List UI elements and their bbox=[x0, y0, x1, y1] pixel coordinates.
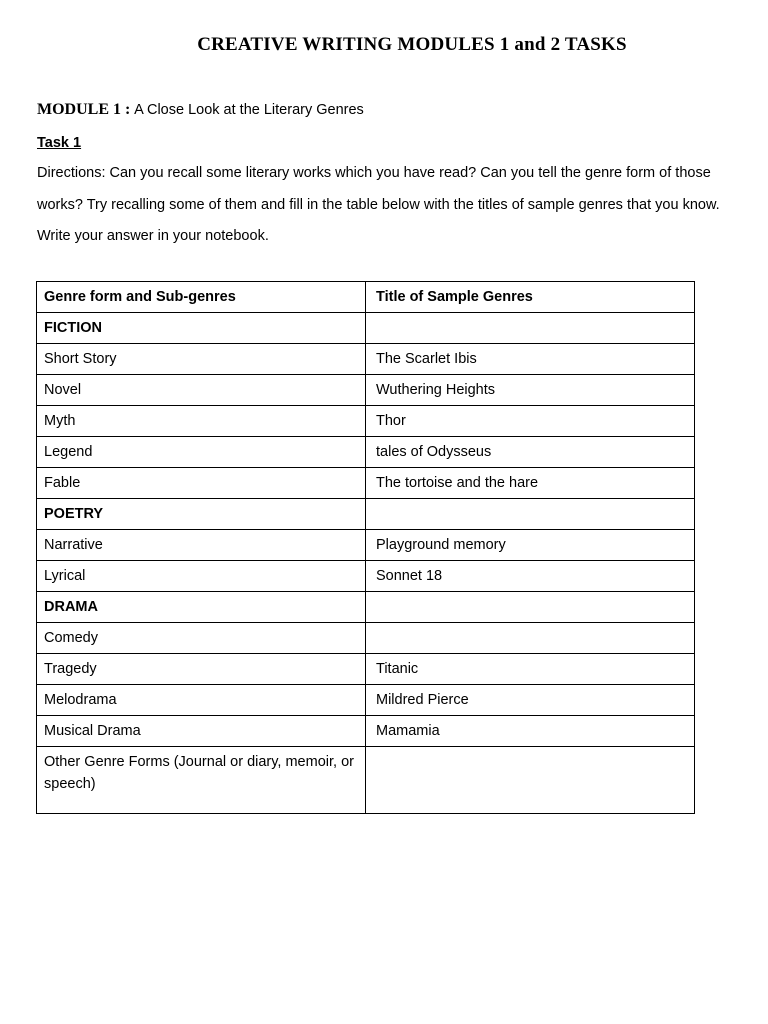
title-cell: Sonnet 18 bbox=[366, 561, 695, 592]
genre-cell: POETRY bbox=[37, 499, 366, 530]
table-row bbox=[37, 375, 695, 406]
title-cell: Playground memory bbox=[366, 530, 695, 561]
genre-cell: Lyrical bbox=[37, 561, 366, 592]
genre-cell: FICTION bbox=[37, 313, 366, 344]
table-row bbox=[37, 437, 695, 468]
module-label: MODULE 1 : bbox=[37, 101, 131, 118]
table-row bbox=[37, 623, 695, 654]
table-row bbox=[37, 530, 695, 561]
module-subtitle: A Close Look at the Literary Genres bbox=[134, 102, 364, 118]
genre-cell: Tragedy bbox=[37, 654, 366, 685]
table-row bbox=[37, 654, 695, 685]
title-cell: Mamamia bbox=[366, 716, 695, 747]
table-header-row bbox=[37, 282, 695, 313]
title-cell: Titanic bbox=[366, 654, 695, 685]
genre-table bbox=[36, 281, 695, 814]
column-header-genre: Genre form and Sub-genres bbox=[37, 282, 366, 313]
table-row bbox=[37, 685, 695, 716]
title-cell: The Scarlet Ibis bbox=[366, 344, 695, 375]
genre-cell: DRAMA bbox=[37, 592, 366, 623]
table-row bbox=[37, 592, 695, 623]
genre-cell: Fable bbox=[37, 468, 366, 499]
genre-cell: Other Genre Forms (Journal or diary, memoir, or speech) bbox=[37, 747, 366, 814]
genre-cell: Novel bbox=[37, 375, 366, 406]
genre-cell: Short Story bbox=[37, 344, 366, 375]
genre-cell: Comedy bbox=[37, 623, 366, 654]
table-row bbox=[37, 499, 695, 530]
table-row bbox=[37, 747, 695, 814]
genre-cell: Narrative bbox=[37, 530, 366, 561]
table-row bbox=[37, 716, 695, 747]
title-cell: The tortoise and the hare bbox=[366, 468, 695, 499]
title-cell bbox=[366, 499, 695, 530]
title-cell bbox=[366, 747, 695, 814]
title-cell bbox=[366, 592, 695, 623]
table-row bbox=[37, 468, 695, 499]
document-title: CREATIVE WRITING MODULES 1 and 2 TASKS bbox=[197, 34, 627, 55]
module-heading bbox=[37, 101, 364, 119]
genre-cell: Melodrama bbox=[37, 685, 366, 716]
directions-text: Directions: Can you recall some literary works which you have read? Can you tell the genre form of those works? Try recalling some of them and fill in the table below with the titles of sample genres that you know. Write your answer in your notebook. bbox=[37, 165, 720, 244]
table-row bbox=[37, 344, 695, 375]
title-cell: Mildred Pierce bbox=[366, 685, 695, 716]
title-cell: Thor bbox=[366, 406, 695, 437]
table-row bbox=[37, 406, 695, 437]
title-cell bbox=[366, 623, 695, 654]
title-cell: Wuthering Heights bbox=[366, 375, 695, 406]
title-cell bbox=[366, 313, 695, 344]
table-row bbox=[37, 561, 695, 592]
table-row bbox=[37, 313, 695, 344]
column-header-title: Title of Sample Genres bbox=[366, 282, 695, 313]
title-cell: tales of Odysseus bbox=[366, 437, 695, 468]
genre-cell: Musical Drama bbox=[37, 716, 366, 747]
genre-cell: Myth bbox=[37, 406, 366, 437]
genre-cell: Legend bbox=[37, 437, 366, 468]
task-heading: Task 1 bbox=[37, 135, 82, 151]
